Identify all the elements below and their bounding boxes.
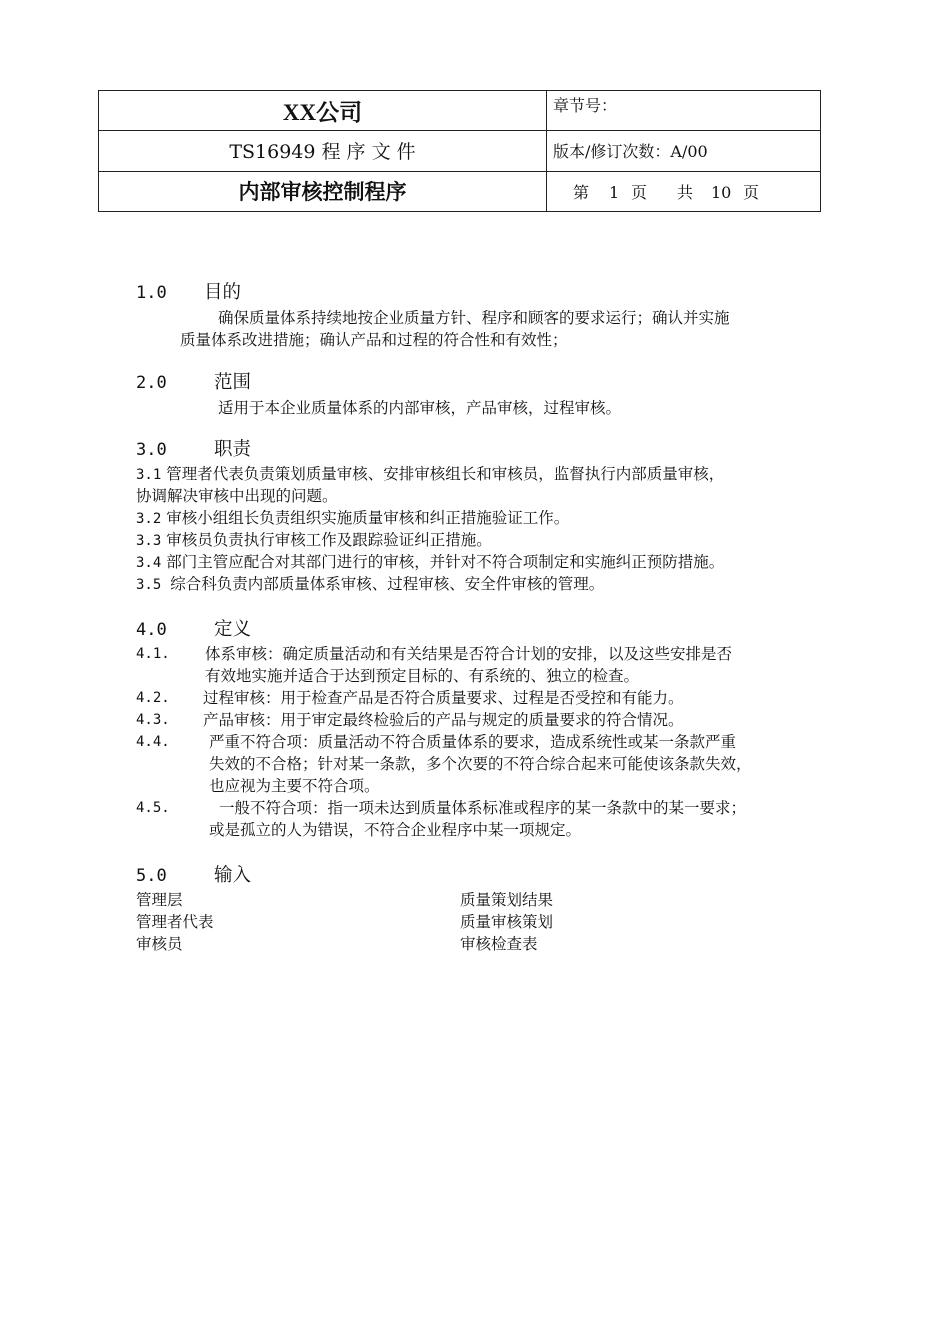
item-3-5 — [136, 573, 604, 596]
page-ye-total: 页 — [743, 182, 760, 202]
section-2-number: 2.0 — [136, 373, 167, 393]
item-4-5-number: 4.5. — [136, 800, 170, 816]
section-5-heading — [136, 865, 251, 887]
item-3-2 — [136, 507, 569, 530]
item-4-4-line-1: 严重不符合项：质量活动不符合质量体系的要求，造成系统性或某一条款严重 — [209, 733, 737, 751]
item-4-3-number: 4.3. — [136, 712, 170, 728]
item-3-5-number: 3.5 — [136, 577, 162, 593]
version-revision: 版本/修订次数：A/00 — [547, 131, 821, 171]
section-1-title: 目的 — [204, 282, 242, 303]
item-3-1 — [136, 463, 724, 486]
item-3-3 — [136, 529, 492, 552]
section-1-line-1: 确保质量体系持续地按企业质量方针、程序和顾客的要求运行；确认并实施 — [218, 309, 730, 327]
chapter-number-label: 章节号： — [547, 91, 821, 131]
section-4-heading — [136, 619, 251, 641]
input-row-3-right: 审核检查表 — [460, 935, 538, 953]
item-4-1-line-2: 有效地实施并适合于达到预定目标的、有系统的、独立的检查。 — [205, 667, 640, 685]
page-gong: 共 — [677, 182, 694, 202]
page-current: 1 — [609, 182, 620, 202]
item-4-1-number: 4.1. — [136, 646, 170, 662]
item-3-3-number: 3.3 — [136, 533, 162, 549]
section-1-number: 1.0 — [136, 283, 167, 303]
page-total: 10 — [711, 182, 732, 202]
section-2-line-1: 适用于本企业质量体系的内部审核，产品审核，过程审核。 — [218, 399, 622, 417]
company-name: XX公司 — [99, 91, 547, 131]
input-row-1-left: 管理层 — [136, 891, 183, 909]
item-3-4-number: 3.4 — [136, 555, 162, 571]
item-3-1-text: 管理者代表负责策划质量审核、安排审核组长和审核员，监督执行内部质量审核， — [166, 465, 725, 483]
item-3-2-text: 审核小组组长负责组织实施质量审核和纠正措施验证工作。 — [166, 509, 570, 527]
item-3-5-text: 综合科负责内部质量体系审核、过程审核、安全件审核的管理。 — [170, 575, 605, 593]
item-4-4-number: 4.4. — [136, 734, 170, 750]
section-5-title: 输入 — [214, 865, 252, 886]
page-ye: 页 — [631, 182, 648, 202]
section-5-number: 5.0 — [136, 866, 167, 886]
input-row-1-right: 质量策划结果 — [460, 891, 554, 909]
section-1-heading — [136, 282, 241, 304]
section-4-title: 定义 — [214, 619, 252, 640]
document-header-table — [98, 90, 821, 212]
section-3-heading — [136, 439, 251, 461]
section-2-heading — [136, 372, 251, 394]
section-3-title: 职责 — [214, 439, 252, 460]
item-3-4-text: 部门主管应配合对其部门进行的审核，并针对不符合项制定和实施纠正预防措施。 — [166, 553, 725, 571]
input-row-2-left: 管理者代表 — [136, 913, 214, 931]
input-row-2-right: 质量审核策划 — [460, 913, 554, 931]
item-3-1-continuation: 协调解决审核中出现的问题。 — [136, 487, 338, 505]
page-di: 第 — [573, 182, 590, 202]
input-row-3-left: 审核员 — [136, 935, 183, 953]
item-3-2-number: 3.2 — [136, 511, 162, 527]
section-1-line-2: 质量体系改进措施；确认产品和过程的符合性和有效性； — [180, 331, 568, 349]
item-4-4-line-2: 失效的不合格；针对某一条款，多个次要的不符合综合起来可能使该条款失效， — [209, 755, 752, 773]
item-4-1-line-1: 体系审核：确定质量活动和有关结果是否符合计划的安排，以及这些安排是否 — [205, 645, 733, 663]
item-4-3-line-1: 产品审核：用于审定最终检验后的产品与规定的质量要求的符合情况。 — [203, 711, 684, 729]
item-3-1-number: 3.1 — [136, 467, 162, 483]
item-3-4 — [136, 551, 724, 574]
item-4-5-line-1: 一般不符合项：指一项未达到质量体系标准或程序的某一条款中的某一要求； — [219, 799, 747, 817]
item-4-4-line-3: 也应视为主要不符合项。 — [209, 777, 380, 795]
item-4-2-number: 4.2. — [136, 690, 170, 706]
item-4-5-line-2: 或是孤立的人为错误，不符合企业程序中某一项规定。 — [209, 821, 582, 839]
section-3-number: 3.0 — [136, 440, 167, 460]
document-title: 内部审核控制程序 — [99, 171, 547, 211]
item-3-3-text: 审核员负责执行审核工作及跟踪验证纠正措施。 — [166, 531, 492, 549]
document-type: TS16949 程 序 文 件 — [99, 131, 547, 171]
page-info — [547, 171, 821, 211]
item-4-2-line-1: 过程审核：用于检查产品是否符合质量要求、过程是否受控和有能力。 — [203, 689, 684, 707]
section-2-title: 范围 — [214, 372, 252, 393]
section-4-number: 4.0 — [136, 620, 167, 640]
